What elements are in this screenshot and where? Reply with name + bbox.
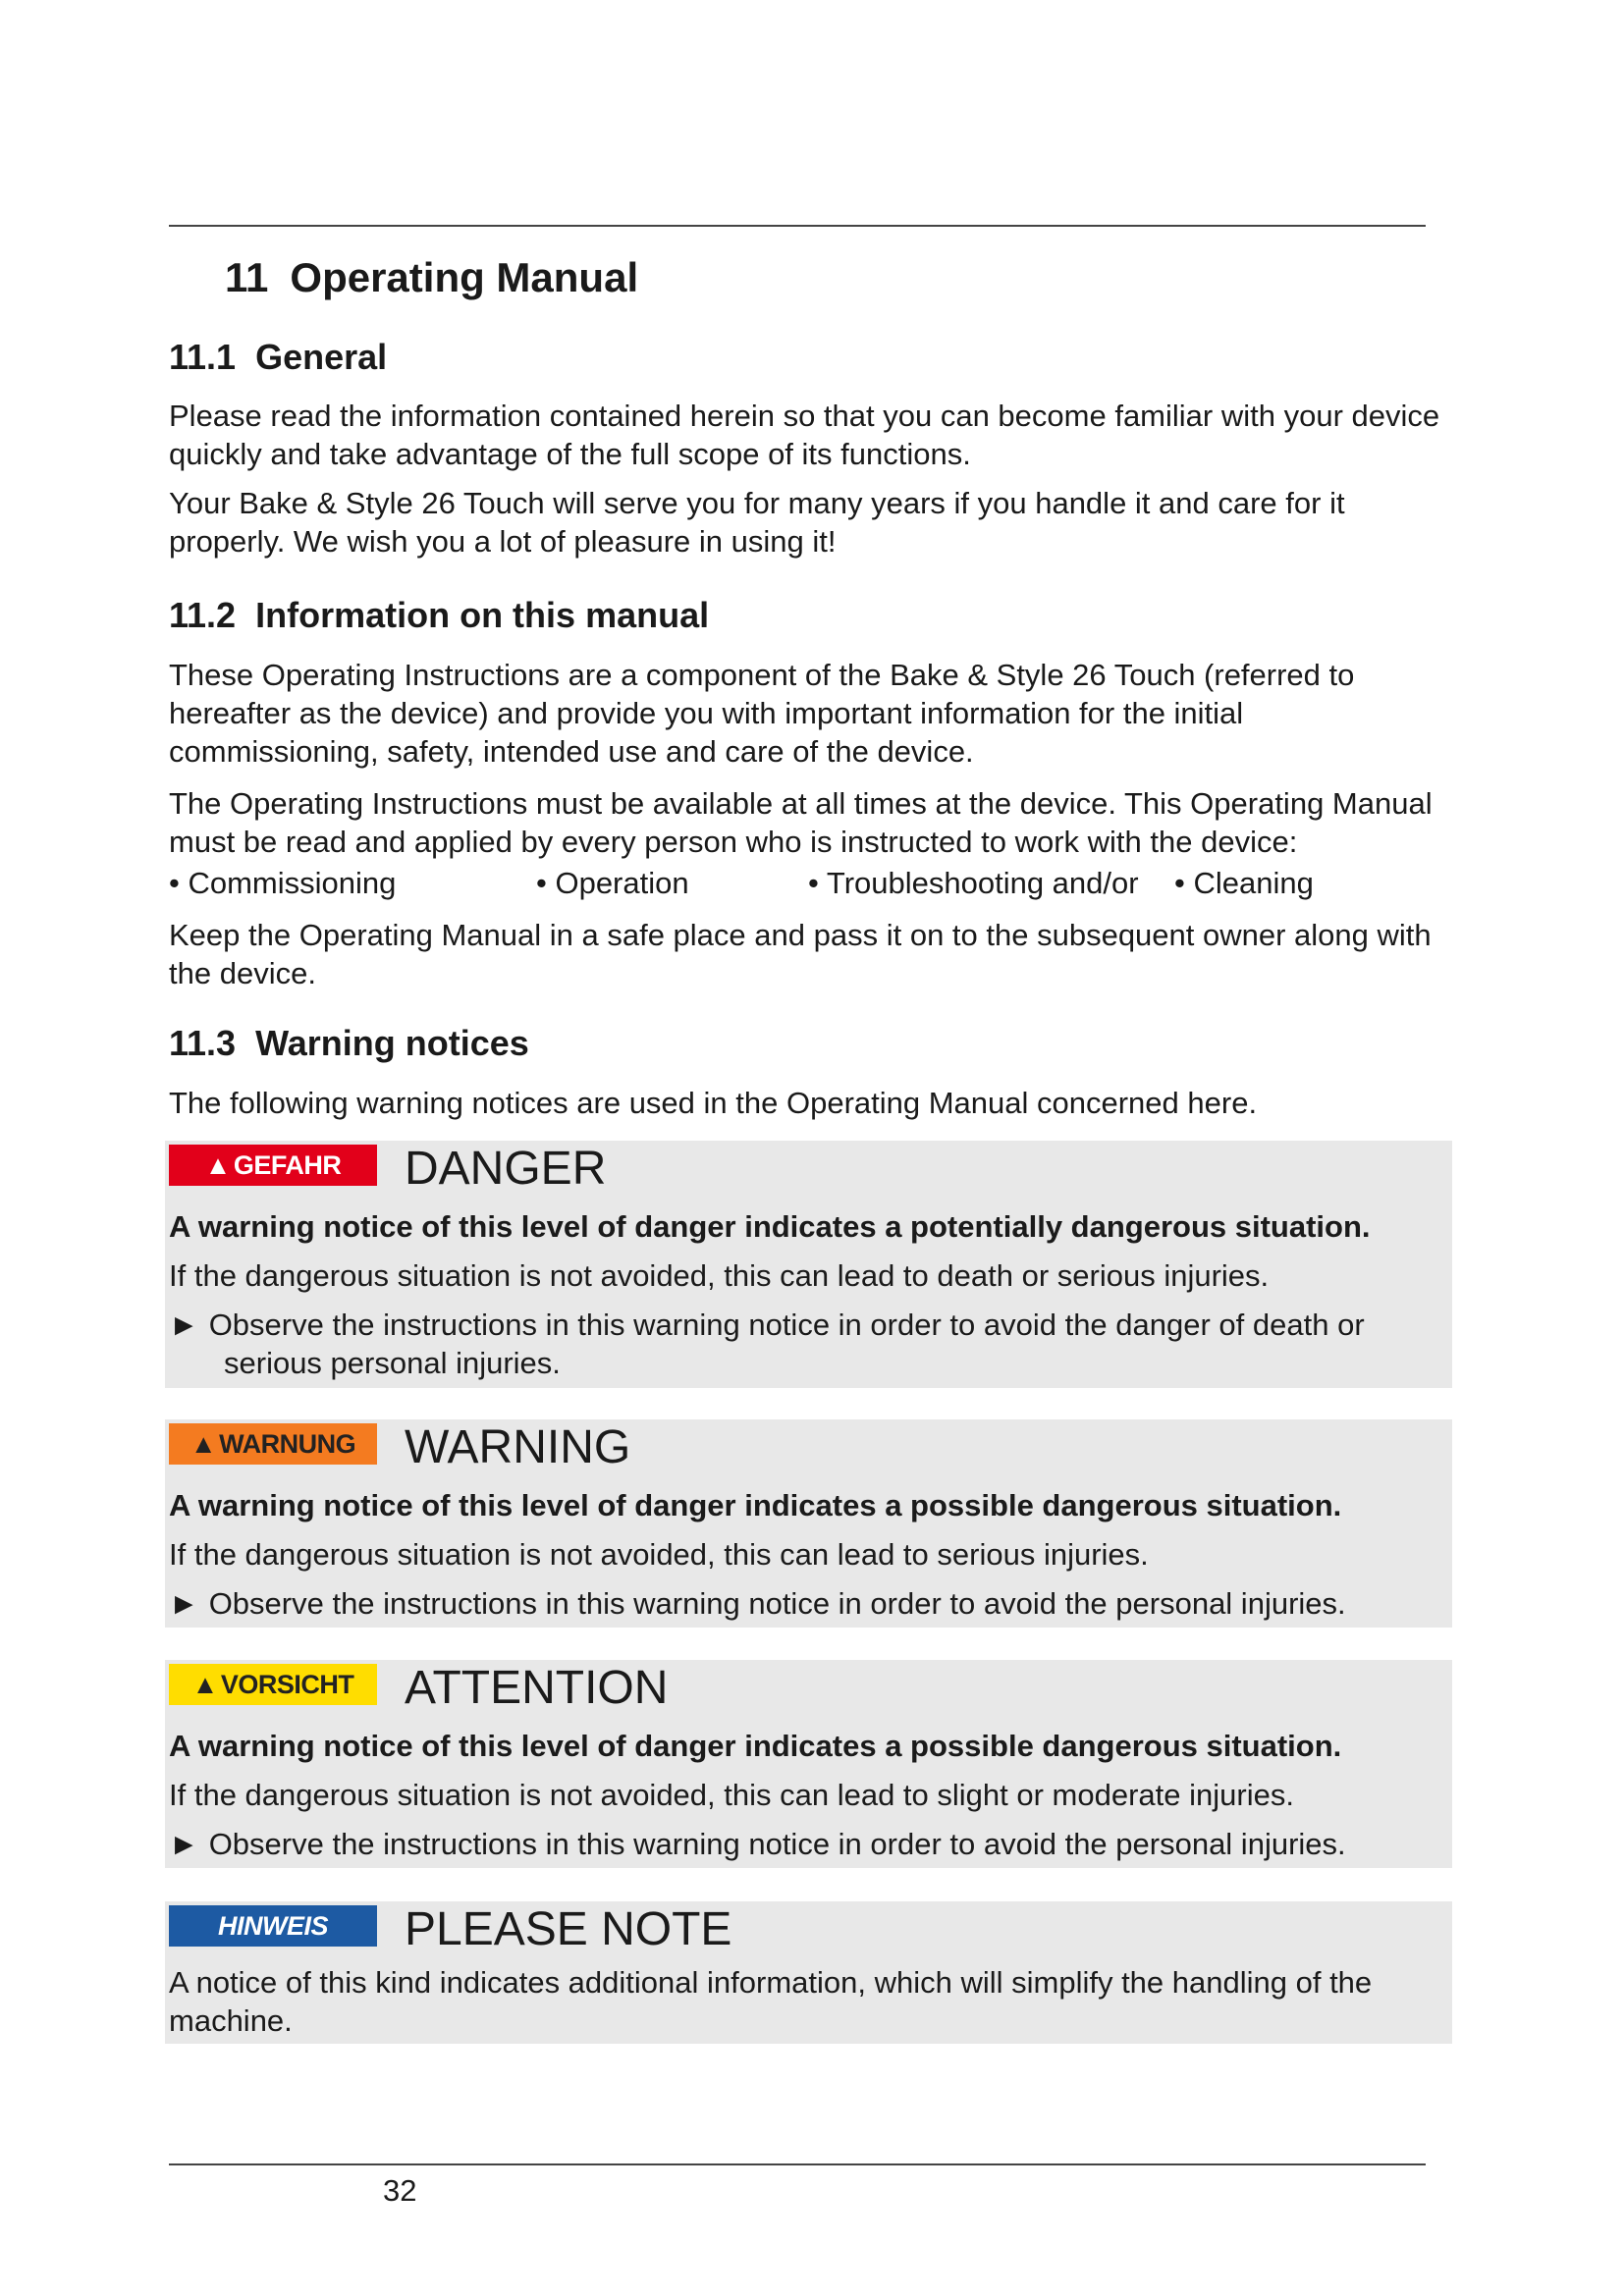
badge-label: WARNUNG	[219, 1429, 356, 1459]
paragraph: Your Bake & Style 26 Touch will serve you for many years if you handle it and care for it properly. We wish you a lot of pleasure in using it!	[169, 486, 1345, 559]
notice-text: If the dangerous situation is not avoided, this can lead to serious injuries.	[169, 1537, 1149, 1572]
note-badge	[169, 1905, 377, 1947]
general-paragraphs	[169, 397, 1445, 561]
warning-badge	[169, 1423, 377, 1465]
section-heading-general	[169, 337, 387, 378]
manual-info-paragraph-3: Keep the Operating Manual in a safe place and pass it on to the subsequent owner along with the device.	[169, 918, 1432, 990]
attention-notice	[165, 1660, 1452, 1868]
notice-title: WARNING	[405, 1421, 631, 1473]
notice-step	[169, 1584, 1435, 1623]
section-title: General	[255, 337, 388, 377]
notice-bold-text: A warning notice of this level of danger indicates a possible dangerous situation.	[169, 1488, 1342, 1522]
section-number: 11.1	[169, 337, 237, 377]
chapter-title: Operating Manual	[290, 254, 639, 300]
attention-badge	[169, 1664, 377, 1705]
badge-label: GEFAHR	[233, 1150, 342, 1180]
badge-label: VORSICHT	[220, 1670, 354, 1699]
warning-notice	[165, 1419, 1452, 1628]
chapter-number: 11	[225, 254, 269, 300]
list-item: • Troubleshooting and/or	[808, 866, 1139, 900]
step-text: Observe the instructions in this warning notice in order to avoid the personal injuries.	[208, 1827, 1346, 1861]
notice-text: If the dangerous situation is not avoided, this can lead to slight or moderate injuries.	[169, 1778, 1294, 1812]
list-item: • Cleaning	[1174, 866, 1314, 900]
section-number: 11.3	[169, 1023, 237, 1063]
section-title: Information on this manual	[255, 595, 710, 635]
notice-step	[169, 1306, 1435, 1382]
warning-triangle-icon: ▲	[189, 1429, 217, 1459]
notice-title: PLEASE NOTE	[405, 1903, 732, 1955]
step-text: Observe the instructions in this warning notice in order to avoid the danger of death or	[208, 1308, 1365, 1342]
manual-info-paragraph-1: These Operating Instructions are a component of the Bake & Style 26 Touch (referred to hereafter as the device) and provide you with important information for the initial commissioning, safety, intended use and care of the device.	[169, 658, 1355, 769]
warning-triangle-icon: ▲	[204, 1150, 231, 1180]
section-title: Warning notices	[255, 1023, 529, 1063]
header-rule	[169, 225, 1426, 227]
step-text-continued: serious personal injuries.	[224, 1346, 561, 1380]
notice-text: A notice of this kind indicates additional information, which will simplify the handling of the machine.	[169, 1965, 1373, 2038]
arrow-icon: ►	[169, 1308, 199, 1342]
section-number: 11.2	[169, 595, 237, 635]
note-notice	[165, 1901, 1452, 2044]
arrow-icon: ►	[169, 1586, 199, 1621]
warnings-intro: The following warning notices are used in the Operating Manual concerned here.	[169, 1086, 1258, 1120]
list-item: • Operation	[536, 866, 689, 900]
paragraph: Please read the information contained herein so that you can become familiar with your device quickly and take advantage of the full scope of its functions.	[169, 399, 1440, 471]
section-heading-manual-info	[169, 595, 709, 636]
arrow-icon: ►	[169, 1827, 199, 1861]
bullet-list	[169, 864, 1445, 902]
notice-title: DANGER	[405, 1143, 607, 1195]
danger-notice	[165, 1141, 1452, 1388]
badge-label: HINWEIS	[217, 1911, 328, 1941]
notice-text: If the dangerous situation is not avoided, this can lead to death or serious injuries.	[169, 1258, 1270, 1293]
step-text: Observe the instructions in this warning notice in order to avoid the personal injuries.	[208, 1586, 1346, 1621]
notice-bold-text: A warning notice of this level of danger indicates a potentially dangerous situation.	[169, 1209, 1371, 1244]
notice-bold-text: A warning notice of this level of danger indicates a possible dangerous situation.	[169, 1729, 1342, 1763]
section-heading-warnings	[169, 1023, 529, 1064]
danger-badge	[169, 1145, 377, 1186]
notice-step	[169, 1825, 1435, 1863]
manual-info-paragraph-2: The Operating Instructions must be available at all times at the device. This Operating Manual must be read and applied by every person who is instructed to work with the device:	[169, 786, 1433, 859]
warning-triangle-icon: ▲	[191, 1670, 218, 1699]
chapter-heading	[225, 254, 638, 301]
page-number: 32	[383, 2173, 417, 2208]
list-item: • Commissioning	[169, 866, 397, 900]
notice-title: ATTENTION	[405, 1662, 669, 1714]
footer-rule	[169, 2163, 1426, 2165]
